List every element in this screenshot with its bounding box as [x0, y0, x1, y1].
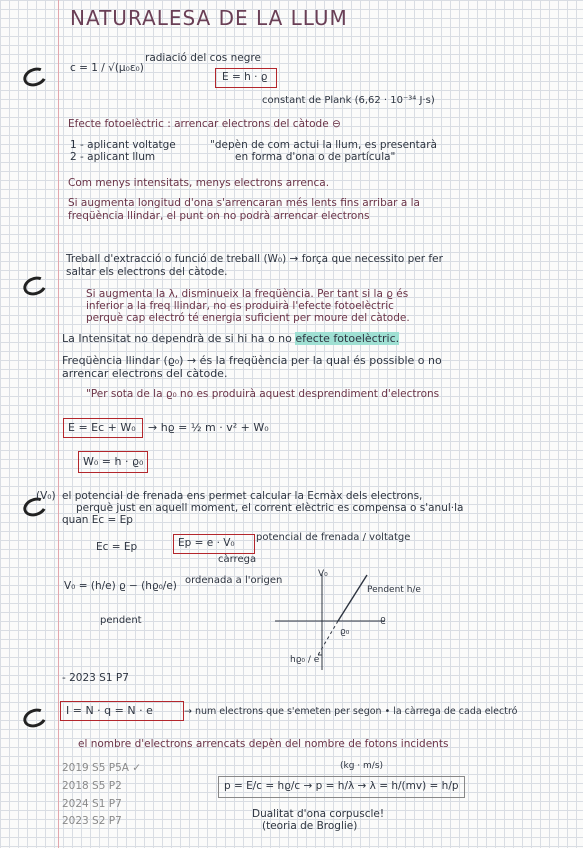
lambda-line-1: Si augmenta la λ, disminueix la freqüència. Per tant si la ϱ és	[86, 288, 409, 300]
wave-particle-quote-1: "depèn de com actui la llum, es presentarà	[210, 139, 437, 151]
work-function-formula: W₀ = h · ϱ₀	[83, 455, 144, 468]
wavelength-line-1: Si augmenta longitud d'ona s'arrencaran més lents fins arribar a la	[68, 197, 420, 209]
margin-line	[58, 0, 59, 848]
graph-intercept-label: hϱ₀ / e	[290, 655, 320, 665]
threshold-line-2: arrencar electrons del càtode.	[62, 367, 228, 380]
method-1: 1 - aplicant voltatge	[70, 139, 176, 151]
exam-ref: 2024 S1 P7	[62, 798, 122, 810]
stopping-line-1: el potencial de frenada ens permet calcular la Ecmàx dels electrons,	[62, 490, 423, 502]
method-2: 2 - aplicant llum	[70, 151, 156, 163]
wavelength-line-2: freqüència llindar, el punt on no podrà arrencar electrons	[68, 210, 370, 222]
pendent-note: pendent	[100, 615, 142, 626]
graph-y-label: V₀	[318, 569, 328, 579]
wave-particle-quote-2: en forma d'ona o de partícula"	[235, 151, 396, 163]
exam-ref: 2023 S2 P7	[62, 815, 122, 827]
binder-hole	[21, 705, 50, 730]
current-formula: I = N · q = N · e	[66, 704, 153, 717]
below-threshold-line: "Per sota de la ϱ₀ no es produirà aquest desprendiment d'electrons	[86, 388, 440, 400]
momentum-unit: (kg · m/s)	[340, 761, 384, 771]
v0-line-extrapolated	[318, 621, 338, 655]
intensity-line: Com menys intensitats, menys electrons arrenca.	[68, 177, 330, 189]
v0-line	[338, 575, 367, 621]
photon-line: el nombre d'electrons arrencats depèn del nombre de fotons incidents	[78, 738, 449, 750]
binder-hole	[21, 273, 50, 298]
graph-x-label: ϱ	[380, 615, 386, 625]
work-line-2: saltar els electrons del càtode.	[66, 266, 228, 278]
broglie-line: (teoria de Broglie)	[262, 820, 358, 832]
binder-hole	[21, 64, 50, 89]
lambda-line-3: perquè cap electró té energia suficient per moure del càtode.	[86, 312, 410, 324]
momentum-formula: p = E/c = hϱ/c → p = h/λ → λ = h/(mv) = h/p	[224, 780, 459, 792]
ep-note: potencial de frenada / voltatge	[256, 532, 411, 543]
stopping-line-2: perquè just en aquell moment, el corrent elèctric es compensa o s'anul·la	[76, 502, 464, 514]
threshold-line-1: Freqüència llindar (ϱ₀) → és la freqüència per la qual és possible o no	[62, 354, 442, 367]
lambda-line-2: inferior a la freq llindar, no es produirà l'efecte fotoelèctric	[86, 300, 394, 312]
highlight-text: efecte fotoelèctric.	[295, 332, 400, 345]
photoelectric-heading: Efecte fotoelèctric : arrencar electrons del càtode ⊖	[68, 118, 341, 130]
kinetic-equation: → hϱ = ½ m · v² + W₀	[148, 421, 269, 434]
stopping-line-3: quan Ec = Ep	[62, 514, 133, 526]
v0-label: (V₀)	[36, 490, 56, 502]
page-title: NATURALESA DE LA LLUM	[70, 6, 348, 30]
ec-ep: Ec = Ep	[96, 541, 138, 553]
carrega-note: càrrega	[218, 554, 257, 565]
exam-ref: 2019 S5 P5A ✓	[62, 762, 142, 774]
duality-line: Dualitat d'ona corpuscle!	[252, 808, 385, 820]
black-body-note: radiació del cos negre	[145, 52, 261, 64]
energy-formula: E = h · ϱ	[222, 71, 268, 83]
graph-slope-label: Pendent h/e	[367, 585, 421, 595]
v0-formula: V₀ = (h/e) ϱ − (hϱ₀/e)	[64, 580, 177, 592]
ep-formula: Ep = e · V₀	[178, 537, 235, 549]
intensity-statement: La Intensitat no dependrà de si hi ha o no efecte fotoelèctric.	[62, 332, 400, 345]
energy-balance: E = Ec + W₀	[68, 421, 136, 434]
exam-ref-2023: - 2023 S1 P7	[62, 672, 129, 684]
ordenada-note: ordenada a l'origen	[185, 575, 283, 586]
current-note: → num electrons que s'emeten per segon • la càrrega de cada electró	[184, 706, 518, 717]
exam-ref: 2018 S5 P2	[62, 780, 122, 792]
c-formula: c = 1 / √(μ₀ε₀)	[70, 62, 144, 74]
work-line-1: Treball d'extracció o funció de treball (W₀) → força que necessito per fer	[66, 253, 443, 265]
graph-x0-label: ϱ₀	[340, 627, 350, 637]
planck-note: constant de Plank (6,62 · 10⁻³⁴ J·s)	[262, 95, 435, 106]
stopping-potential-graph	[255, 565, 415, 675]
